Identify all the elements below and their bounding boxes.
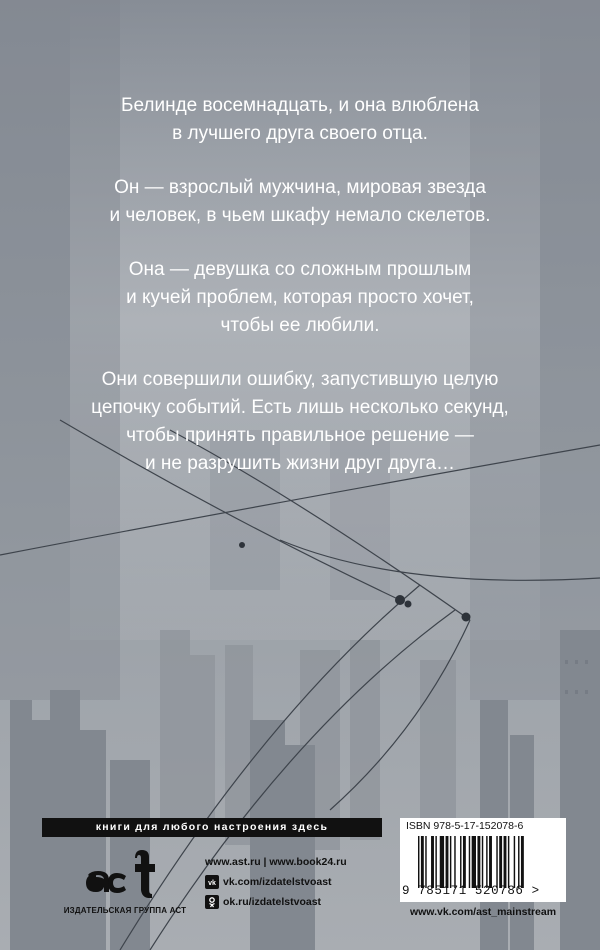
blurb-line: Белинде восемнадцать, и она влюблена	[121, 95, 479, 116]
blurb-line: цепочку событий. Есть лишь несколько секунд,	[91, 397, 509, 418]
barcode-tail: >	[531, 884, 540, 898]
publisher-links	[205, 852, 395, 912]
barcode-digits: 9 785171 520786	[402, 884, 524, 898]
blurb-line: в лучшего друга своего отца.	[172, 123, 428, 144]
blurb-line: и человек, в чьем шкафу немало скелетов.	[109, 205, 491, 226]
websites-text: www.ast.ru | www.book24.ru	[205, 856, 347, 868]
barcode	[418, 836, 558, 888]
blurb-line: Она — девушка со сложным прошлым	[128, 259, 472, 280]
blurb-paragraph-4	[40, 366, 560, 478]
tagline-bar: книги для любого настроения здесь	[42, 818, 382, 837]
ok-link[interactable]	[205, 892, 395, 912]
publisher-name: ИЗДАТЕЛЬСКАЯ ГРУППА АСТ	[63, 906, 187, 915]
barcode-box	[400, 818, 566, 902]
ok-text: ok.ru/izdatelstvoast	[223, 896, 322, 908]
blurb-paragraph-3	[40, 256, 560, 340]
blurb-line: Он — взрослый мужчина, мировая звезда	[114, 177, 486, 198]
back-cover-blurb	[40, 92, 560, 504]
vk-text: vk.com/izdatelstvoast	[223, 876, 332, 888]
vk-link[interactable]	[205, 872, 395, 892]
websites-link[interactable]	[205, 852, 395, 872]
blurb-line: чтобы ее любили.	[220, 315, 380, 336]
blurb-line: и не разрушить жизни друг друга…	[144, 453, 456, 474]
blurb-paragraph-2	[40, 174, 560, 230]
blurb-line: и кучей проблем, которая просто хочет,	[126, 287, 474, 308]
vk-icon	[205, 875, 219, 889]
blurb-line: чтобы принять правильное решение —	[126, 425, 474, 446]
vk-mainstream-link[interactable]: www.vk.com/ast_mainstream	[409, 906, 557, 918]
publisher-logo	[82, 848, 156, 898]
barcode-number	[402, 884, 564, 898]
blurb-line: Они совершили ошибку, запустившую целую	[101, 369, 499, 390]
blurb-paragraph-1	[40, 92, 560, 148]
svg-text:vk: vk	[208, 880, 216, 887]
ok-icon	[205, 895, 219, 909]
isbn: ISBN 978-5-17-152078-6	[406, 820, 524, 832]
